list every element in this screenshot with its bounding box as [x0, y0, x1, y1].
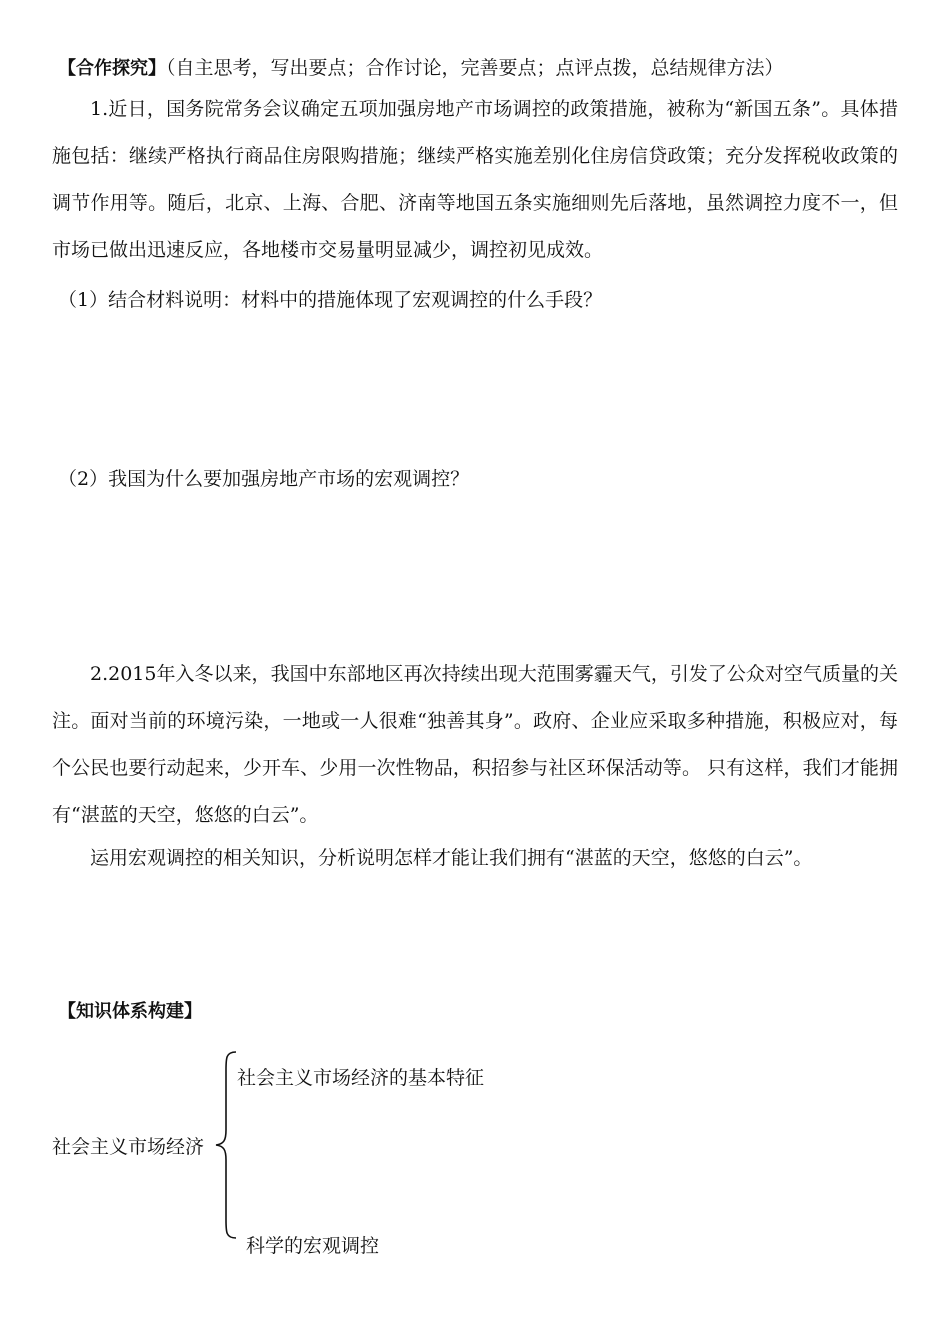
- cooperative-instruction: （自主思考，写出要点；合作讨论，完善要点；点评点拨，总结规律方法）: [166, 57, 784, 79]
- knowledge-root: 社会主义市场经济: [52, 1136, 205, 1158]
- knowledge-branch-bottom: 科学的宏观调控: [246, 1235, 380, 1257]
- q2-question: 运用宏观调控的相关知识，分析说明怎样才能让我们拥有“湛蓝的天空，悠悠的白云”。: [90, 847, 813, 869]
- knowledge-branch-top: 社会主义市场经济的基本特征: [237, 1067, 485, 1089]
- q2-material: 2.2015年入冬以来，我国中东部地区再次持续出现大范围雾霾天气，引发了公众对空气质量的关注。面对当前的环境污染，一地或一人很难“独善其身”。政府、企业应采取多种措施，积极应对，每个公民也要行动起来，少开车、少用一次性物品，积招参与社区环保活动等。 只有这样，我们才能拥有“湛蓝的天空，悠悠的白云”。: [52, 663, 898, 826]
- cooperative-line: [58, 56, 784, 81]
- q1-subquestion-2: （2）我国为什么要加强房地产市场的宏观调控？: [58, 468, 470, 490]
- q1-subquestion-1: （1）结合材料说明：材料中的措施体现了宏观调控的什么手段？: [58, 289, 603, 311]
- knowledge-heading: 【知识体系构建】: [58, 1001, 202, 1022]
- q1-material: 1.近日，国务院常务会议确定五项加强房地产市场调控的政策措施，被称为“新国五条”。具体措施包括：继续严格执行商品住房限购措施；继续严格实施差别化住房信贷政策；充分发挥税收政策的调节作用等。随后，北京、上海、合肥、济南等地国五条实施细则先后落地，虽然调控力度不一，但市场已做出迅速反应，各地楼市交易量明显减少，调控初见成效。: [52, 98, 898, 261]
- cooperative-heading: 【合作探究】: [58, 58, 166, 79]
